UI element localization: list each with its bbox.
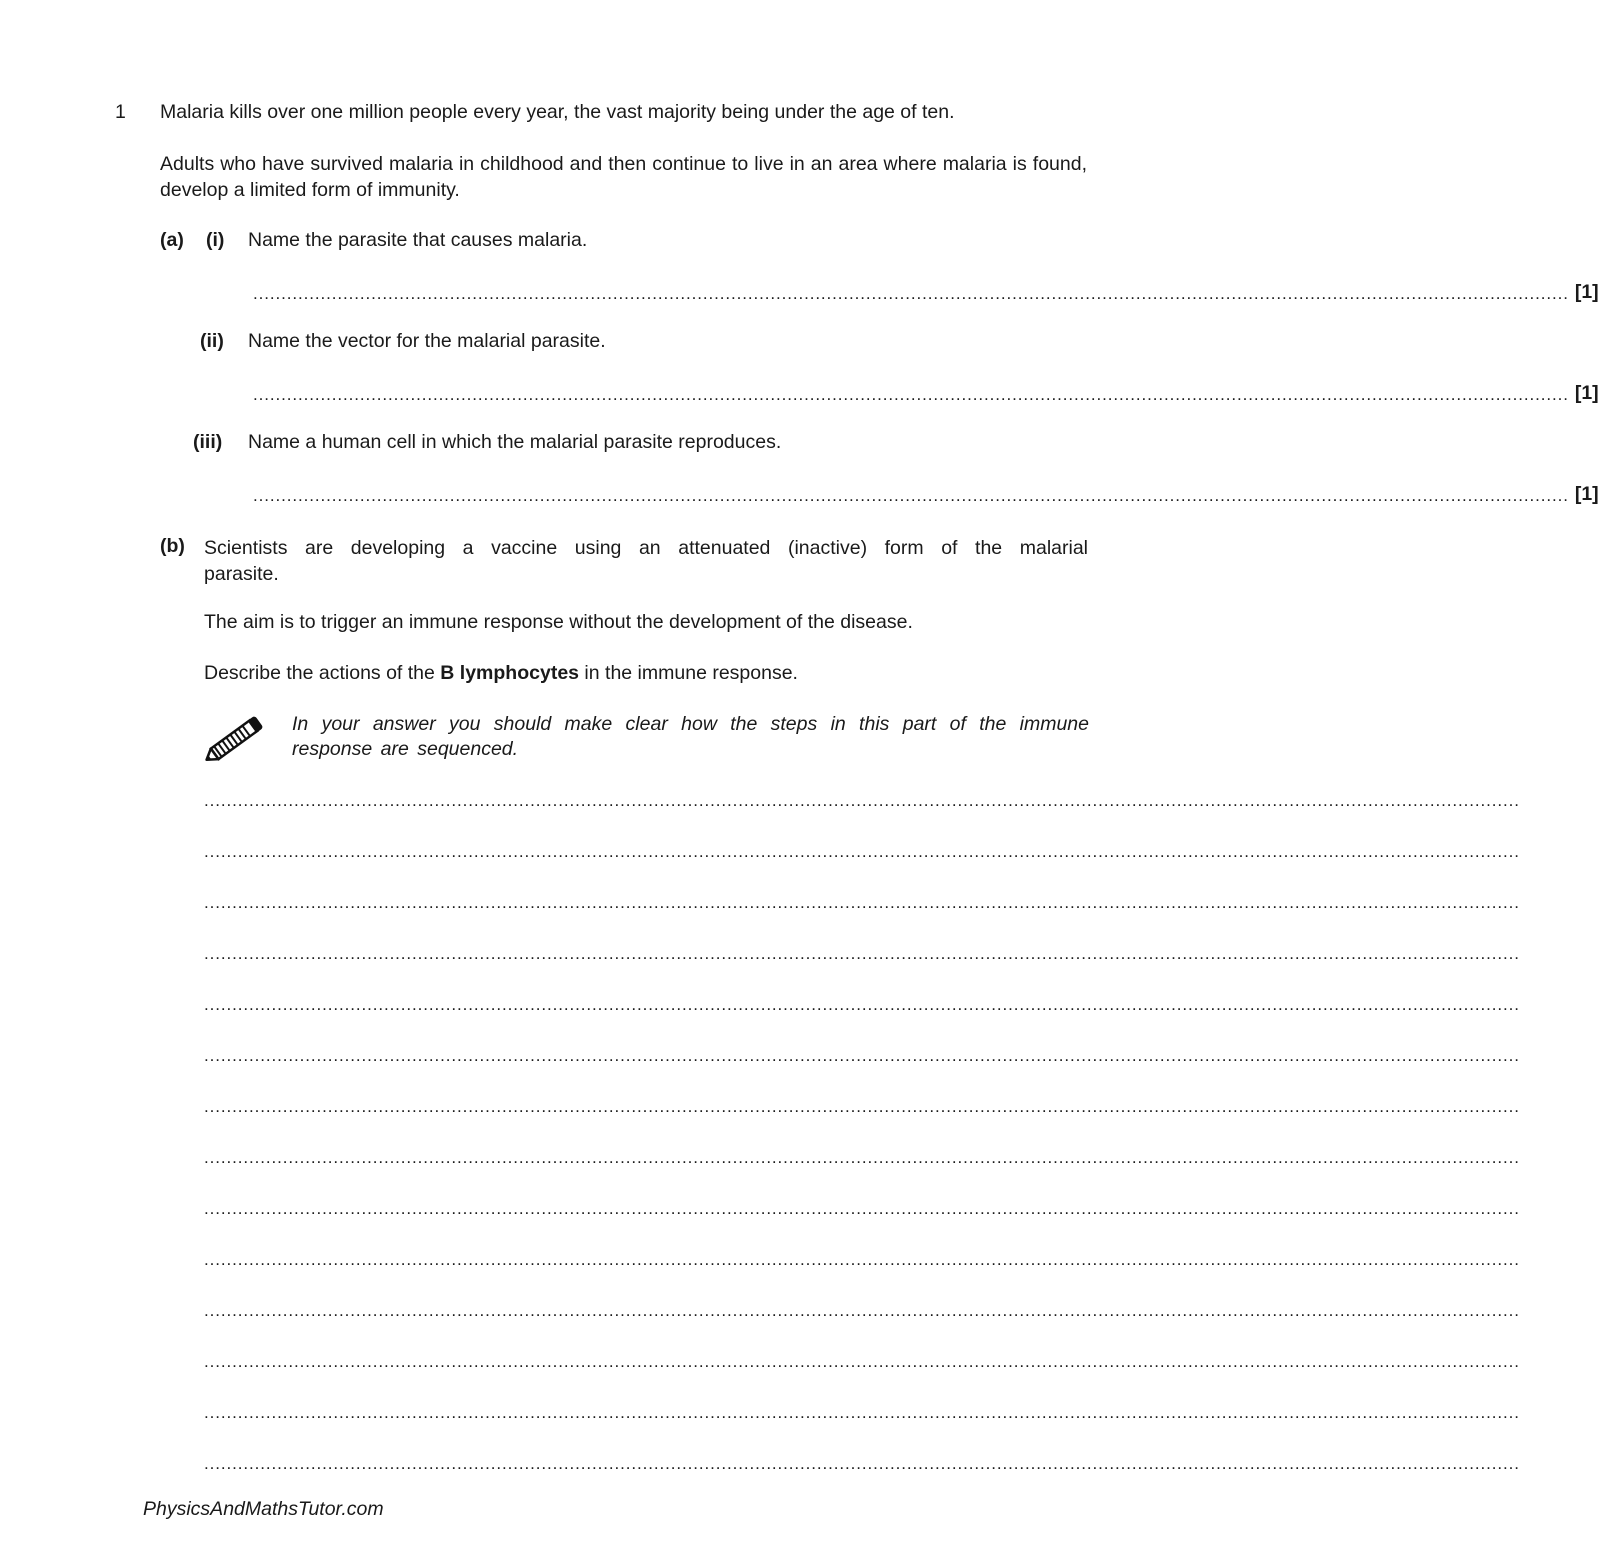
answer-line[interactable]: .......................................................................................................................................................................................................................................... [204, 1199, 1520, 1218]
answer-dots: .......................................................................................................................................................................................................................................... [253, 385, 1569, 404]
describe-prefix: Describe the actions of the [204, 662, 441, 684]
answer-line[interactable]: .......................................................................................................................................................................................................................................... [204, 944, 1520, 963]
answer-line[interactable]: .......................................................................................................................................................................................................................................... [204, 1046, 1520, 1065]
answer-line[interactable]: .......................................................................................................................................................................................................................................... [204, 995, 1520, 1014]
answer-line[interactable]: .......................................................................................................................................................................................................................................... [204, 791, 1520, 810]
part-b-label: (b) [160, 535, 185, 557]
part-a-ii-marks: [1] [1574, 382, 1599, 404]
answer-line[interactable]: .......................................................................................................................................................................................................................................... [204, 1097, 1520, 1116]
answer-line[interactable]: .......................................................................................................................................................................................................................................... [204, 1250, 1520, 1269]
answer-line[interactable]: .......................................................................................................................................................................................................................................... [204, 893, 1520, 912]
footer-watermark: PhysicsAndMathsTutor.com [143, 1498, 384, 1520]
answer-line[interactable]: .......................................................................................................................................................................................................................................... [204, 1148, 1520, 1167]
question-number: 1 [115, 101, 126, 123]
part-a-ii-label: (ii) [200, 330, 224, 352]
answer-line[interactable]: .......................................................................................................................................................................................................................................... [204, 1403, 1520, 1422]
part-a-i-marks: [1] [1574, 281, 1599, 303]
part-b-aim: The aim is to trigger an immune response without the development of the disease. [204, 611, 913, 633]
answer-line[interactable]: .......................................................................................................................................................................................................................................... [204, 1352, 1520, 1371]
part-a-ii-question: Name the vector for the malarial parasite. [248, 330, 606, 352]
describe-suffix: in the immune response. [579, 662, 798, 684]
part-b-answer-area[interactable] [204, 0, 1520, 1553]
answer-dots: .......................................................................................................................................................................................................................................... [253, 486, 1569, 505]
answer-dots: .......................................................................................................................................................................................................................................... [253, 284, 1569, 303]
describe-bold-term: B lymphocytes [440, 662, 580, 684]
answer-line[interactable]: .......................................................................................................................................................................................................................................... [204, 1301, 1520, 1320]
question-intro: Malaria kills over one million people every year, the vast majority being under the age of ten. [160, 101, 955, 123]
part-a-label: (a) [160, 229, 184, 251]
answer-line[interactable]: .......................................................................................................................................................................................................................................... [204, 842, 1520, 861]
question-context: Adults who have survived malaria in childhood and then continue to live in an area where malaria is found, develop a limited form of immunity. [160, 153, 1087, 201]
part-a-iii-label: (iii) [193, 431, 223, 453]
part-b-intro: Scientists are developing a vaccine using an attenuated (inactive) form of the malarial parasite. [204, 537, 1088, 585]
part-a-iii-marks: [1] [1574, 483, 1599, 505]
answer-line[interactable]: .......................................................................................................................................................................................................................................... [204, 1454, 1520, 1473]
part-a-i-label: (i) [206, 229, 225, 251]
part-a-iii-question: Name a human cell in which the malarial parasite reproduces. [248, 431, 782, 453]
part-a-i-question: Name the parasite that causes malaria. [248, 229, 588, 251]
part-b-instruction: In your answer you should make clear how the steps in this part of the immune response are sequenced. [292, 713, 1089, 760]
